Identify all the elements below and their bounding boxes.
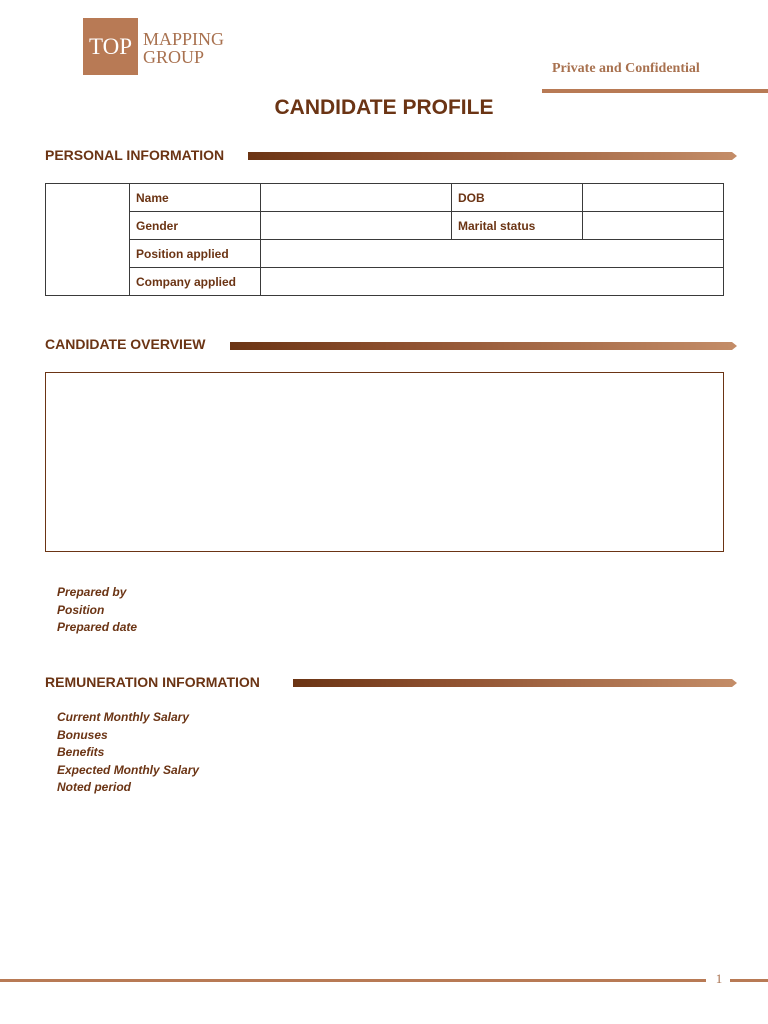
remuneration-list [57, 709, 199, 797]
section-divider [230, 342, 737, 350]
candidate-overview-box[interactable] [45, 372, 724, 552]
expected-salary-label: Expected Monthly Salary [57, 762, 200, 777]
page-number: 1 [715, 971, 723, 986]
footer-rule-right [730, 979, 768, 982]
page-title: CANDIDATE PROFILE [274, 96, 494, 119]
dob-label: DOB [452, 184, 583, 212]
footer-rule [0, 979, 706, 982]
photo-cell[interactable] [46, 184, 130, 296]
section-divider [248, 152, 737, 160]
marital-status-label: Marital status [452, 212, 583, 240]
company-applied-field[interactable] [261, 268, 724, 296]
personal-info-table [45, 183, 724, 296]
position-applied-label: Position applied [130, 240, 261, 268]
dob-field[interactable] [583, 184, 724, 212]
header-rule [542, 89, 768, 93]
prepared-list [57, 584, 137, 637]
benefits-label: Benefits [57, 745, 105, 760]
personal-info-heading: PERSONAL INFORMATION [45, 147, 225, 163]
prepared-date-label: Prepared date [57, 620, 138, 635]
noted-period-label: Noted period [57, 780, 131, 795]
bonuses-label: Bonuses [57, 727, 108, 742]
gender-field[interactable] [261, 212, 452, 240]
gender-label: Gender [130, 212, 261, 240]
section-divider [293, 679, 737, 687]
prepared-position-label: Position [57, 602, 105, 617]
prepared-by-label: Prepared by [57, 585, 127, 599]
logo-mark: TOP [83, 18, 138, 75]
confidential-label: Private and Confidential [552, 61, 700, 76]
company-applied-label: Company applied [130, 268, 261, 296]
candidate-overview-heading: CANDIDATE OVERVIEW [45, 336, 206, 352]
marital-status-field[interactable] [583, 212, 724, 240]
logo-text-mapping: MAPPING [143, 29, 225, 49]
remuneration-heading: REMUNERATION INFORMATION [45, 674, 260, 690]
name-field[interactable] [261, 184, 452, 212]
position-applied-field[interactable] [261, 240, 724, 268]
logo-text-group: GROUP [143, 47, 205, 67]
current-salary-label: Current Monthly Salary [57, 710, 190, 724]
name-label: Name [130, 184, 261, 212]
